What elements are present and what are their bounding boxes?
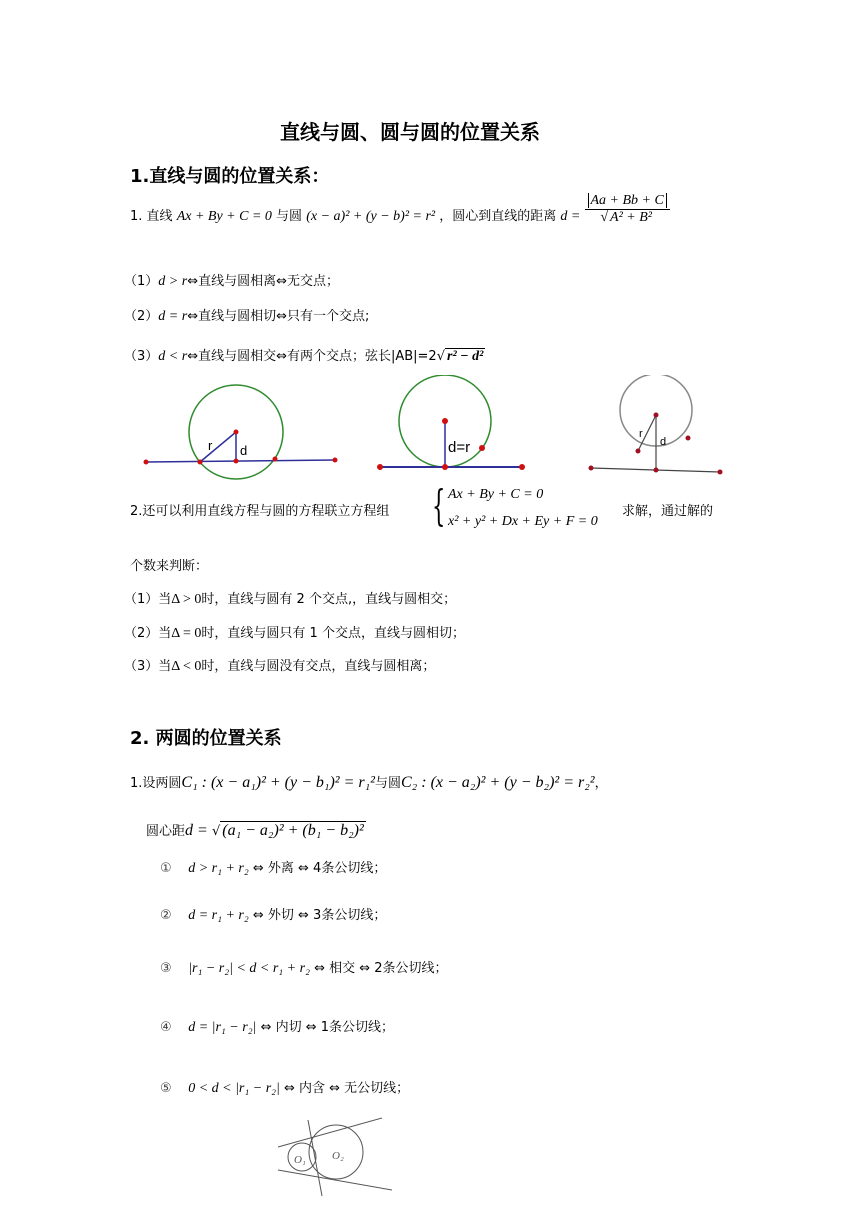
- delta-case-number: （3）当: [124, 659, 172, 674]
- circle-c2-equation: C₂ : (x − a₂)² + (y − b₂)² = r₂²: [401, 774, 595, 791]
- page-title: 直线与圆、圆与圆的位置关系: [280, 120, 540, 144]
- two-circles-mid: 与圆: [374, 776, 401, 791]
- item1-prefix: 1. 直线: [130, 209, 173, 224]
- point: [442, 418, 448, 424]
- delta-condition: Δ < 0: [171, 659, 202, 674]
- point: [654, 468, 659, 473]
- circle-case-text: ⇔ 外切 ⇔ 3条公切线；: [252, 908, 387, 923]
- circle-case-condition: |r₁ − r₂| < d < r₁ + r₂: [188, 961, 310, 976]
- point: [479, 445, 485, 451]
- circle-case-text: ⇔ 外离 ⇔ 4条公切线；: [252, 861, 387, 876]
- delta-text: 时，直线与圆只有 1 个交点，直线与圆相切；: [201, 626, 465, 641]
- delta-condition: Δ = 0: [171, 626, 202, 641]
- fraction-numerator: Aa + Bb + C: [588, 193, 667, 208]
- circle-case-condition: d = |r₁ − r₂|: [188, 1020, 257, 1035]
- delta-case-number: （2）当: [124, 626, 172, 641]
- case-number: （2）: [124, 309, 159, 324]
- item1-suffix: ，圆心到直线的距离: [439, 209, 557, 224]
- circle-case-number: ⑤: [160, 1081, 172, 1096]
- point: [234, 459, 239, 464]
- circle-case-text: ⇔ 内切 ⇔ 1条公切线；: [260, 1020, 395, 1035]
- circle-case-1: [160, 857, 386, 877]
- point: [718, 470, 723, 475]
- system-equation-bottom: x² + y² + Dx + Ey + F = 0: [448, 514, 598, 529]
- two-circles-suffix: ，: [594, 776, 608, 791]
- delta-condition: Δ > 0: [171, 592, 202, 607]
- circle-c1-equation: C₁ : (x − a₁)² + (y − b₁)² = r₁²: [181, 774, 375, 791]
- label-r: r: [208, 438, 213, 453]
- case-line-1: [124, 270, 339, 290]
- section1-heading: 1.直线与圆的位置关系：: [130, 166, 330, 187]
- point: [234, 430, 239, 435]
- circle-case-4: [160, 1016, 394, 1036]
- system-prefix: 2.还可以利用直线方程与圆的方程联立方程组: [130, 504, 390, 519]
- radius-segment: [200, 432, 236, 462]
- circle-case-3: [160, 957, 448, 977]
- two-circles-prefix: 1.设两圆: [130, 776, 182, 791]
- point: [144, 460, 149, 465]
- circle-case-number: ②: [160, 908, 172, 923]
- delta-text: 时，直线与圆有 2 个交点,，直线与圆相交；: [201, 592, 457, 607]
- point: [442, 464, 448, 470]
- case-condition: d > r: [158, 274, 188, 289]
- system-equation-top: Ax + By + C = 0: [448, 487, 544, 502]
- case-number: （1）: [124, 274, 159, 289]
- line-circle-figures: [130, 375, 750, 480]
- circle-case-text: ⇔ 内含 ⇔ 无公切线；: [284, 1081, 410, 1096]
- circle-case-number: ③: [160, 961, 172, 976]
- label-d: d: [660, 436, 667, 448]
- label-d-equals-r: d=r: [448, 439, 471, 456]
- circle-case-condition: d > r₁ + r₂: [188, 861, 249, 876]
- delta-case-2: [124, 622, 465, 642]
- distance-formula-line: [130, 193, 670, 226]
- point: [273, 457, 278, 462]
- system-suffix: 求解，通过解的: [622, 504, 714, 519]
- center-distance-radicand: (a₁ − a₂)² + (b₁ − b₂)²: [222, 822, 364, 839]
- circle-case-number: ①: [160, 861, 172, 876]
- distance-fraction: $\frac{Aa + Bb + C}{\text{√ A² + B²}}$: [585, 193, 670, 226]
- circle-case-condition: d = r₁ + r₂: [188, 908, 249, 923]
- center-distance-line: 圆心距d = √ (a₁ − a₂)² + (b₁ − b₂)²: [146, 822, 364, 839]
- point: [377, 464, 383, 470]
- circle-equation: (x − a)² + (y − b)² = r²: [306, 209, 436, 224]
- case-text: ⇔直线与圆相离⇔无交点；: [187, 274, 339, 289]
- item1-mid: 与圆: [276, 209, 303, 224]
- circle-case-5: [160, 1077, 409, 1097]
- case-line-2: [124, 305, 369, 325]
- label-r: r: [639, 428, 643, 440]
- label-d: d: [240, 443, 248, 458]
- fraction-denominator: A² + B²: [610, 210, 652, 225]
- point: [589, 466, 594, 471]
- point: [519, 464, 525, 470]
- circle-case-text: ⇔ 相交 ⇔ 2条公切线；: [314, 961, 448, 976]
- delta-case-1: [124, 588, 456, 608]
- two-circles-line: [130, 772, 608, 792]
- case-text: ⇔直线与圆相交⇔有两个交点；弦长|AB|=2: [187, 349, 437, 364]
- line-secant: [146, 460, 335, 462]
- case-line-3: （3）d < r⇔直线与圆相交⇔有两个交点；弦长|AB|=2√ r² − d²: [124, 349, 484, 364]
- center-distance-label: 圆心距: [146, 824, 186, 839]
- center-distance-formula: d =: [185, 822, 208, 839]
- delta-case-3: [124, 655, 435, 675]
- two-circles-figure: [270, 1112, 400, 1202]
- circle-case-number: ④: [160, 1020, 172, 1035]
- point: [198, 460, 203, 465]
- delta-text: 时，直线与圆没有交点，直线与圆相离；: [201, 659, 436, 674]
- system-continuation: 个数来判断：: [130, 559, 209, 574]
- case-condition: d = r: [158, 309, 188, 324]
- point: [636, 449, 641, 454]
- d-label: d =: [560, 209, 581, 224]
- common-tangent: [278, 1118, 382, 1147]
- label-o1: O₁: [294, 1154, 306, 1166]
- circle-case-condition: 0 < d < |r₁ − r₂|: [188, 1081, 280, 1096]
- case-condition: d < r: [158, 349, 188, 364]
- delta-case-number: （1）当: [124, 592, 172, 607]
- section2-heading: 2. 两圆的位置关系: [130, 728, 282, 749]
- case-text: ⇔直线与圆相切⇔只有一个交点;: [187, 309, 370, 324]
- point: [333, 458, 338, 463]
- point: [654, 413, 659, 418]
- system-brace: {: [432, 481, 446, 530]
- label-o2: O₂: [332, 1150, 344, 1162]
- common-tangent: [278, 1170, 392, 1190]
- case-number: （3）: [124, 349, 159, 364]
- point: [686, 436, 691, 441]
- circle-case-2: [160, 904, 386, 924]
- chord-radicand: r² − d²: [447, 349, 484, 364]
- line-equation: Ax + By + C = 0: [176, 209, 272, 224]
